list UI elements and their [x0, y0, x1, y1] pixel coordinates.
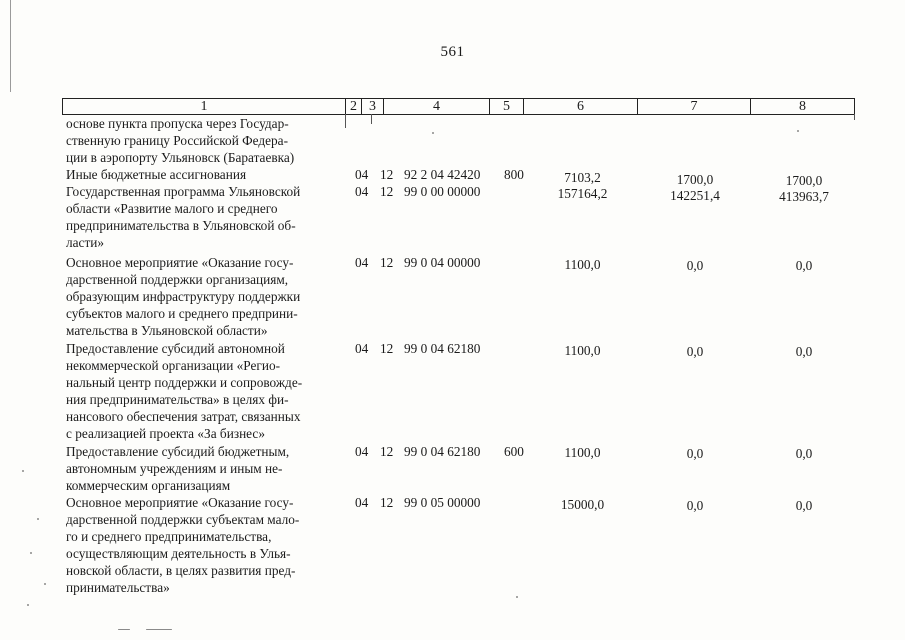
header-col-5: 5	[490, 99, 524, 114]
header-col-7: 7	[638, 99, 751, 114]
scan-speck	[797, 130, 799, 132]
row-amount-2: 0,0	[686, 498, 704, 513]
page-number: 561	[440, 44, 465, 60]
row-target-code: 92 2 04 42420	[404, 167, 481, 182]
row-amount-1: 15000,0	[560, 497, 605, 512]
scan-speck	[516, 596, 518, 598]
header-col-8: 8	[799, 99, 806, 114]
row-amount-3: 0,0	[795, 344, 813, 359]
scan-speck	[22, 470, 24, 472]
row-amount-1: 7103,2	[564, 170, 601, 185]
row-description: Иные бюджетные ассигнования	[66, 167, 247, 182]
row-description: основе пункта пропуска через Государ- ственную границу Российской Федера- ции в аэропорту Ульяновск (Баратаевка)	[66, 116, 295, 165]
row-section-code: 04	[355, 184, 369, 199]
header-col-1: 1	[63, 99, 346, 114]
row-description: Государственная программа Ульяновской области «Развитие малого и среднего предпринимательства в Ульяновской об- ласти»	[66, 184, 301, 250]
row-amount-2: 0,0	[686, 258, 704, 273]
row-section-code: 04	[355, 341, 369, 356]
header-col-6: 6	[524, 99, 638, 114]
scan-speck	[44, 583, 46, 585]
row-description: Предоставление субсидий автономной некоммерческой организации «Регио- нальный центр поддержки и сопровожде- ния предпринимательства» в целях фи- нансового обеспечения затрат, связанных с реализацией проекта «За бизнес»	[66, 341, 303, 441]
row-amount-1: 1100,0	[564, 445, 601, 460]
scan-speck	[118, 629, 130, 630]
row-subsection-code: 12	[380, 255, 394, 270]
scan-speck	[37, 518, 39, 520]
row-subsection-code: 12	[380, 495, 394, 510]
row-section-code: 04	[355, 255, 369, 270]
row-amount-3: 0,0	[795, 258, 813, 273]
row-target-code: 99 0 04 62180	[404, 341, 481, 356]
row-description: Предоставление субсидий бюджетным, автономным учреждениям и иным не- коммерческим организациям	[66, 444, 290, 493]
row-description: Основное мероприятие «Оказание госу- дарственной поддержки организациям, образующим инфраструктуру поддержки субъектов малого и среднего предприни- мательства в Ульяновской области»	[66, 255, 301, 338]
column-rule	[345, 114, 346, 128]
row-amount-1: 1100,0	[564, 343, 601, 358]
row-target-code: 99 0 04 00000	[404, 255, 481, 270]
row-subsection-code: 12	[380, 184, 394, 199]
header-col-2: 2	[346, 99, 362, 114]
row-section-code: 04	[355, 495, 369, 510]
row-amount-3: 413963,7	[779, 189, 829, 204]
row-amount-2: 1700,0	[676, 172, 714, 187]
row-amount-1: 157164,2	[557, 186, 608, 201]
header-col-4: 4	[384, 99, 490, 114]
row-target-code: 99 0 05 00000	[404, 495, 481, 510]
scan-speck	[27, 604, 29, 606]
row-amount-3: 0,0	[795, 498, 813, 513]
row-amount-2: 0,0	[686, 344, 704, 359]
row-amount-2: 142251,4	[670, 188, 720, 203]
row-subsection-code: 12	[380, 341, 394, 356]
column-rule	[854, 114, 855, 120]
scan-speck	[146, 629, 172, 630]
row-description: Основное мероприятие «Оказание госу- дарственной поддержки субъектам мало- го и среднего предпринимательства, осуществляющим деятельность в Улья- новской области, в целях развития пред- принимательства»	[66, 495, 300, 595]
row-subsection-code: 12	[380, 444, 394, 459]
row-amount-1: 1100,0	[564, 257, 601, 272]
table-header-row	[62, 98, 855, 115]
row-amount-3: 1700,0	[785, 173, 823, 188]
row-amount-3: 0,0	[795, 446, 813, 461]
scan-speck	[432, 132, 434, 134]
scan-speck	[30, 552, 32, 554]
row-subsection-code: 12	[380, 167, 394, 182]
column-rule	[371, 114, 372, 124]
row-section-code: 04	[355, 444, 369, 459]
row-expense-type: 600	[504, 444, 524, 459]
header-col-3: 3	[362, 99, 384, 114]
row-amount-2: 0,0	[686, 446, 704, 461]
row-target-code: 99 0 04 62180	[404, 444, 481, 459]
row-section-code: 04	[355, 167, 369, 182]
row-expense-type: 800	[504, 167, 524, 182]
row-target-code: 99 0 00 00000	[404, 184, 481, 199]
